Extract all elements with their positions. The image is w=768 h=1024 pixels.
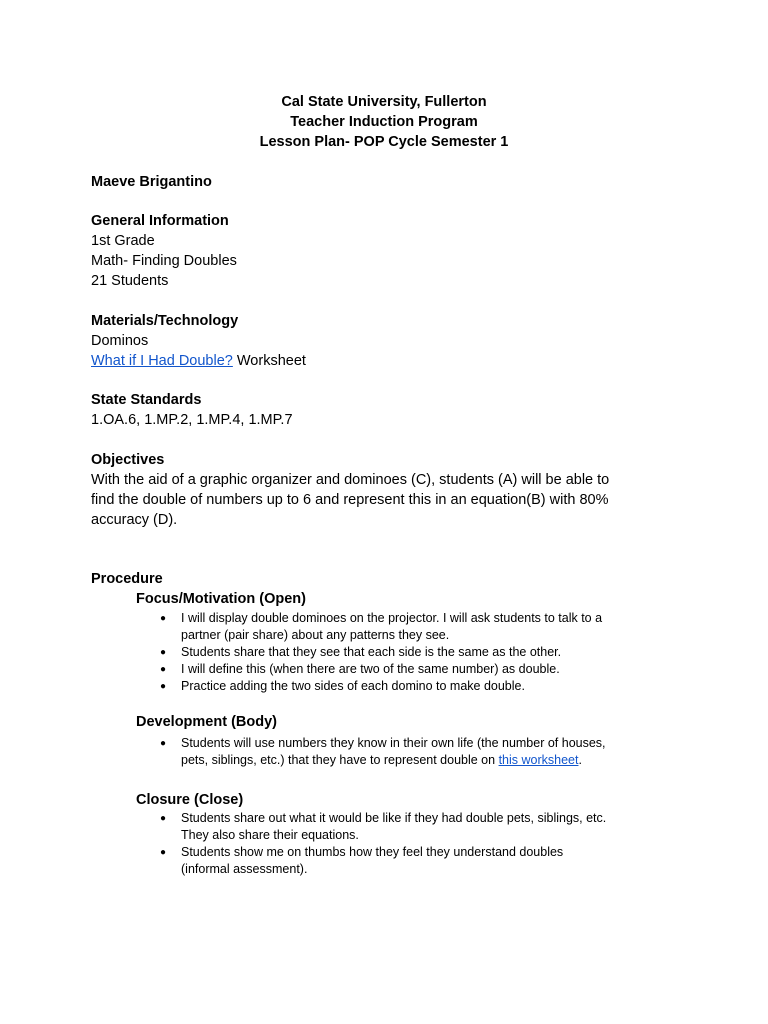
bullet-icon: ● [160,847,167,858]
standards-heading: State Standards [91,392,202,408]
general-information-heading: General Information [91,213,229,229]
focus-bullet-2 [136,644,696,661]
bullet-text: pets, siblings, etc.) that they have to represent double on [181,753,499,767]
materials-worksheet-line [91,351,306,371]
objectives-heading: Objectives [91,452,165,468]
bullet-icon: ● [160,738,167,749]
bullet-text: Practice adding the two sides of each domino to make double. [181,679,525,693]
this-worksheet-link[interactable]: this worksheet [498,753,579,767]
materials-section [91,311,306,371]
standards-text: 1.OA.6, 1.MP.2, 1.MP.4, 1.MP.7 [91,412,293,428]
bullet-text: They also share their equations. [181,828,359,842]
bullet-icon: ● [160,647,167,658]
students-count-text: 21 Students [91,273,169,289]
bullet-icon: ● [160,813,167,824]
standards-section [91,390,293,430]
procedure-heading: Procedure [91,571,163,587]
closure-bullet-2 [136,844,696,878]
bullet-text: Students share that they see that each side is the same as the other. [181,645,562,659]
general-information-section [91,211,237,291]
bullet-icon: ● [160,613,167,624]
closure-bullets [136,810,696,878]
worksheet-link[interactable]: What if I Had Double? [91,353,233,369]
focus-bullet-3 [136,661,696,678]
objectives-section [91,450,609,530]
header-lesson-plan: Lesson Plan- POP Cycle Semester 1 [259,134,509,150]
bullet-text-end: . [578,753,582,767]
focus-bullet-1 [136,610,696,644]
bullet-icon: ● [160,681,167,692]
bullet-text: (informal assessment). [181,862,308,876]
author-name: Maeve Brigantino [91,174,212,190]
bullet-text: I will display double dominoes on the projector. I will ask students to talk to a [181,611,603,625]
header-program: Teacher Induction Program [290,114,478,130]
bullet-text: Students show me on thumbs how they feel they understand doubles [181,845,564,859]
focus-heading: Focus/Motivation (Open) [136,591,306,607]
bullet-icon: ● [160,664,167,675]
bullet-text: Students will use numbers they know in their own life (the number of houses, [181,736,606,750]
document-header [0,92,768,152]
objectives-line-1: With the aid of a graphic organizer and dominoes (C), students (A) will be able to [91,472,610,488]
focus-bullet-4 [136,678,696,695]
development-heading: Development (Body) [136,714,277,730]
development-bullets [136,735,696,769]
development-bullet-1 [136,735,696,769]
bullet-text: Students share out what it would be like if they had double pets, siblings, etc. [181,811,607,825]
header-university: Cal State University, Fullerton [281,94,487,110]
bullet-text: I will define this (when there are two of the same number) as double. [181,662,560,676]
bullet-text: partner (pair share) about any patterns they see. [181,628,450,642]
worksheet-suffix: Worksheet [232,353,306,369]
focus-bullets [136,610,696,695]
subject-text: Math- Finding Doubles [91,253,237,269]
grade-text: 1st Grade [91,233,155,249]
materials-heading: Materials/Technology [91,313,239,329]
objectives-line-2: find the double of numbers up to 6 and represent this in an equation(B) with 80% [91,492,609,508]
closure-heading: Closure (Close) [136,792,244,808]
closure-bullet-1 [136,810,696,844]
objectives-line-3: accuracy (D). [91,512,178,528]
materials-item-dominos: Dominos [91,333,149,349]
